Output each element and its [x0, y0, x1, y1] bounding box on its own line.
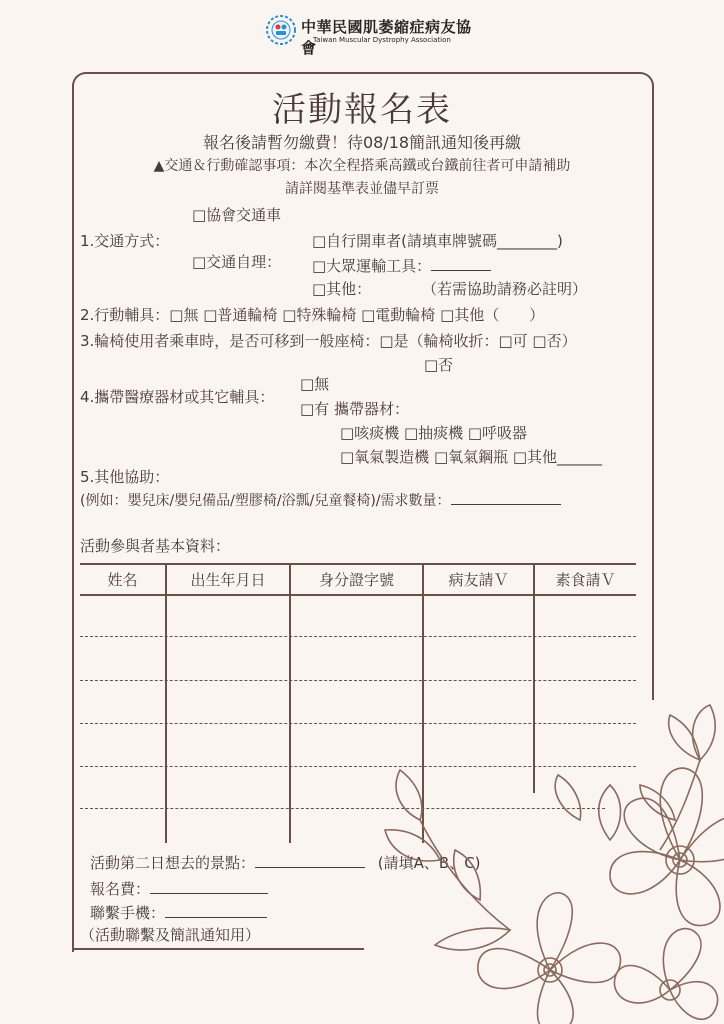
- flower-bud-icon: [640, 705, 715, 850]
- q4-device-row-1[interactable]: □咳痰機 □抽痰機 □呼吸器: [340, 424, 528, 442]
- flower-icon: [610, 768, 724, 925]
- org-name: 中華民國肌萎縮症病友協會: [301, 18, 472, 57]
- col-birthdate: 出生年月日: [190, 571, 266, 589]
- frame-bottom-line: [72, 948, 364, 950]
- table-col-divider: [165, 563, 167, 843]
- q5-label: 5.其他協助：: [80, 468, 170, 486]
- spot-label: 活動第二日想去的景點：: [90, 854, 256, 872]
- transport-notice: ▲交通＆行動確認事項：本次全程搭乘高鐵或台鐵前往者可申請補助: [153, 158, 571, 174]
- col-vegetarian: 素食請Ｖ: [555, 571, 616, 589]
- col-patient: 病友請Ｖ: [448, 571, 509, 589]
- q3-wheelchair-transfer[interactable]: 3.輪椅使用者乘車時，是否可移到一般座椅：□是（輪椅收折：□可 □否）: [80, 332, 577, 350]
- flower-illustration: [377, 700, 724, 1024]
- booking-notice: 請詳閱基準表並儘早訂票: [285, 181, 439, 197]
- flower-icon: [478, 893, 621, 1024]
- phone-label: 聯繫手機：: [90, 904, 166, 922]
- q2-mobility-aids[interactable]: 2.行動輔具：□無 □普通輪椅 □特殊輪椅 □電動輪椅 □其他（ ）: [80, 306, 545, 324]
- q5-example-text: (例如：嬰兒床/嬰兒備品/塑膠椅/浴瓢/兒童餐椅)/需求數量：: [80, 493, 451, 509]
- q4-none-option[interactable]: □無: [300, 375, 330, 393]
- q3-no-option[interactable]: □否: [424, 356, 454, 374]
- table-header-line: [80, 594, 636, 596]
- q5-example: [80, 490, 561, 510]
- q1-public-transport-option[interactable]: [312, 255, 491, 276]
- spot-note: (請填A、B、C): [377, 854, 481, 872]
- table-col-divider: [289, 563, 291, 843]
- q1-self-drive-option[interactable]: □自行開車者(請填車牌號碼________): [312, 232, 563, 250]
- fee-label: 報名費：: [90, 880, 151, 898]
- q1-public-transport-label: □大眾運輸工具：: [312, 257, 432, 275]
- q1-public-transport-blank[interactable]: [431, 256, 491, 271]
- phone-note: （活動聯繫及簡訊通知用）: [80, 926, 261, 944]
- table-top-line: [80, 563, 636, 565]
- table-row-line[interactable]: [80, 636, 636, 637]
- col-name: 姓名: [107, 571, 138, 589]
- org-name-en: Taiwan Muscular Dystrophy Association: [313, 36, 451, 44]
- table-row-line[interactable]: [80, 680, 636, 681]
- q1-other-note: （若需協助請務必註明）: [422, 280, 588, 298]
- phone-row: [90, 902, 267, 923]
- participants-heading: 活動參與者基本資料：: [80, 537, 231, 555]
- col-id-number: 身分證字號: [318, 571, 394, 589]
- fee-row: [90, 878, 268, 899]
- flower-icon: [614, 929, 717, 1020]
- q4-label: 4.攜帶醫療器材或其它輔具：: [80, 388, 275, 406]
- q1-assoc-bus-option[interactable]: □協會交通車: [192, 206, 282, 224]
- form-subtitle: 報名後請暫勿繳費！待08/18簡訊通知後再繳: [202, 133, 522, 152]
- q4-yes-option[interactable]: □有 攜帶器材：: [300, 400, 409, 418]
- q1-label: 1.交通方式：: [80, 232, 170, 250]
- q5-quantity-blank[interactable]: [451, 490, 561, 505]
- q1-self-arranged-option[interactable]: □交通自理：: [192, 253, 282, 271]
- association-emblem-icon: [265, 14, 297, 46]
- phone-blank[interactable]: [165, 903, 267, 918]
- form-title: 活動報名表: [272, 90, 452, 130]
- q1-other-option[interactable]: □其他：: [312, 280, 372, 298]
- fee-blank[interactable]: [150, 879, 268, 894]
- q4-device-row-2[interactable]: □氧氣製造機 □氧氣鋼瓶 □其他______: [340, 448, 603, 466]
- spot-blank[interactable]: [255, 853, 365, 868]
- org-logo: [265, 14, 475, 57]
